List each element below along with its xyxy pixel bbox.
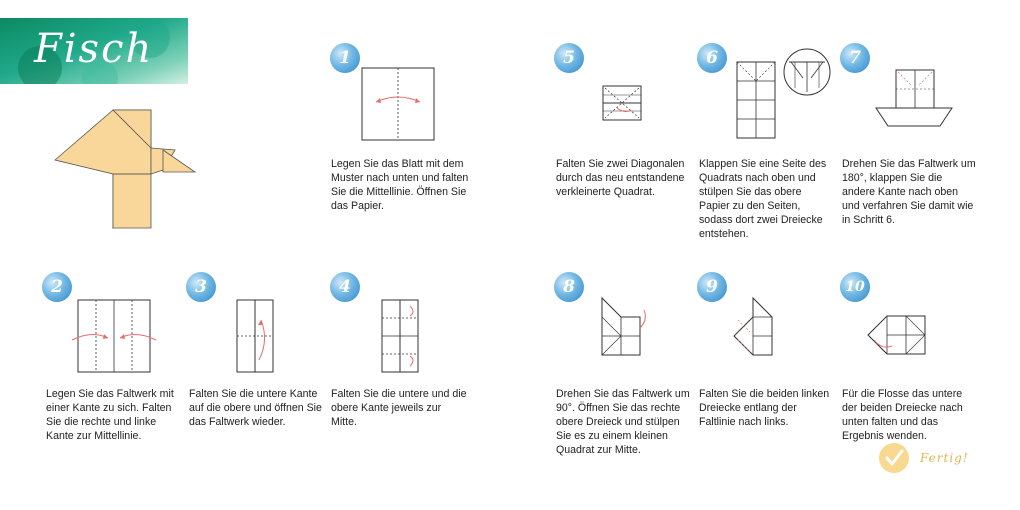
step-number-badge: 3 xyxy=(186,272,216,302)
fish-illustration xyxy=(55,110,205,235)
step-8-diagram xyxy=(602,298,646,360)
step-4-diagram xyxy=(382,300,420,372)
page-title: Fisch xyxy=(34,26,154,72)
step-6-text: Klappen Sie eine Seite des Quadrats nach oben und stülpen Sie das obere Papier zu den Seiten, sodass dort zwei Dreiecke entstehen. xyxy=(699,158,827,240)
step-9-text: Falten Sie die beiden linken Dreiecke entlang der Faltlinie nach links. xyxy=(699,388,830,428)
title-banner xyxy=(0,18,188,84)
step-number-badge: 6 xyxy=(697,43,727,73)
step-10-diagram xyxy=(868,316,930,360)
step-1-diagram xyxy=(362,68,434,140)
step-8-text: Drehen Sie das Faltwerk um 90°. Öffnen Sie das rechte obere Dreieck und stülpen Sie es zu einem kleinen Quadrat zur Mitte. xyxy=(556,388,690,456)
step-7-text: Drehen Sie das Faltwerk um 180°, klappen Sie die andere Kante nach oben und verfahren Sie damit wie in Schritt 6. xyxy=(842,158,976,226)
step-2-diagram xyxy=(78,300,150,372)
step-number-badge: 2 xyxy=(42,272,72,302)
done-check-badge xyxy=(879,443,909,473)
checkmark-icon xyxy=(879,443,909,473)
step-7-diagram xyxy=(876,70,952,128)
step-number-badge: 10 xyxy=(840,272,870,302)
step-6-detail-diagram xyxy=(783,48,831,96)
step-3-text: Falten Sie die untere Kante auf die obere und öffnen Sie das Faltwerk wieder. xyxy=(189,388,322,428)
step-number-badge: 5 xyxy=(554,43,584,73)
step-number-badge: 1 xyxy=(330,43,360,73)
step-number-badge: 7 xyxy=(840,43,870,73)
step-1-text: Legen Sie das Blatt mit dem Muster nach unten und falten Sie die Mittellinie. Öffnen Sie das Papier. xyxy=(331,158,469,212)
step-number-badge: 8 xyxy=(554,272,584,302)
step-6-diagram xyxy=(737,62,777,138)
step-4-text: Falten Sie die untere und die obere Kante jeweils zur Mitte. xyxy=(331,388,467,428)
step-number-badge: 4 xyxy=(330,272,360,302)
step-9-diagram xyxy=(734,298,774,360)
step-5-text: Falten Sie zwei Diagonalen durch das neu entstandene verkleinerte Quadrat. xyxy=(556,158,685,198)
step-2-text: Legen Sie das Faltwerk mit einer Kante zu sich. Falten Sie die rechte und linke Kante zur Mittellinie. xyxy=(46,388,174,442)
step-3-diagram xyxy=(237,300,275,372)
done-label: Fertig! xyxy=(920,451,969,465)
step-5-diagram xyxy=(603,86,643,122)
step-number-badge: 9 xyxy=(697,272,727,302)
step-10-text: Für die Flosse das untere der beiden Dreiecke nach unten falten und das Ergebnis wenden. xyxy=(842,388,963,442)
